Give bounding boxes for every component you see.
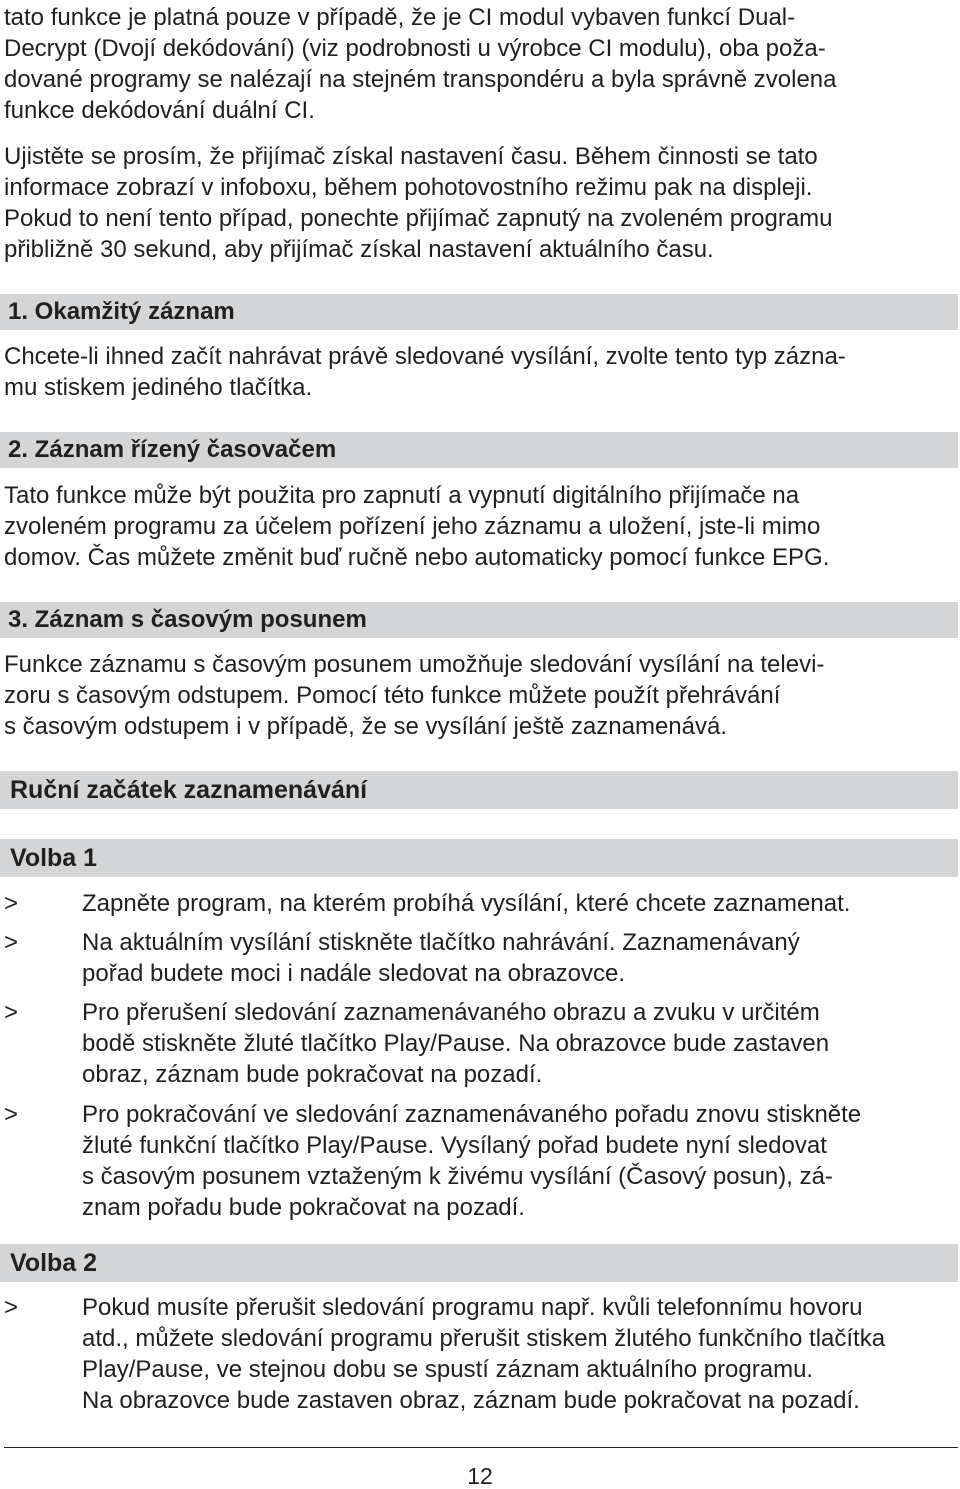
text-line: žluté funkční tlačítko Play/Pause. Vysílaný pořad budete nyní sledovat — [82, 1132, 827, 1159]
section-3-title: 3. Záznam s časovým posunem — [8, 606, 367, 633]
text-line: zoru s časovým odstupem. Pomocí této funkce můžete použít přehrávání — [4, 682, 781, 709]
text-line: Pokud to není tento případ, ponechte přijímač zapnutý na zvoleném programu — [4, 205, 833, 232]
section-1-title: 1. Okamžitý záznam — [8, 298, 235, 325]
text-line: s časovým odstupem i v případě, že se vysílání ještě zaznamenává. — [4, 713, 728, 740]
text-line: Pokud musíte přerušit sledování programu např. kvůli telefonnímu hovoru — [82, 1294, 863, 1321]
text-line: dované programy se nalézají na stejném transpondéru a byla správně zvolena — [4, 66, 837, 93]
text-line: domov. Čas můžete změnit buď ručně nebo automaticky pomocí funkce EPG. — [4, 544, 830, 571]
section-2-title: 2. Záznam řízený časovačem — [8, 436, 337, 463]
bullet-marker: > — [4, 929, 19, 956]
option-2-header — [0, 1244, 958, 1282]
option-1-title: Volba 1 — [10, 844, 98, 872]
bullet-marker: > — [4, 1294, 19, 1321]
option-1-header — [0, 839, 958, 877]
bullet-marker: > — [4, 1101, 19, 1128]
text-line: funkce dekódování duální CI. — [4, 97, 315, 124]
intro-paragraph — [4, 2, 960, 126]
section-3-paragraph — [4, 649, 960, 742]
section-2-header — [0, 432, 958, 468]
text-line: atd., můžete sledování programu přerušit stiskem žlutého funkčního tlačítka — [82, 1325, 886, 1352]
option-2-title: Volba 2 — [10, 1249, 98, 1277]
text-line: informace zobrazí v infoboxu, během pohotovostního režimu pak na displeji. — [4, 174, 813, 201]
text-line: Tato funkce může být použita pro zapnutí a vypnutí digitálního přijímače na — [4, 482, 800, 509]
time-note-paragraph — [4, 141, 960, 265]
bullet-marker: > — [4, 890, 19, 917]
text-line: Na aktuálním vysílání stiskněte tlačítko nahrávání. Zaznamenávaný — [82, 929, 800, 956]
manual-start-header — [0, 771, 958, 809]
text-line: tato funkce je platná pouze v případě, že je CI modul vybaven funkcí Dual- — [4, 4, 796, 31]
text-line: Pro přerušení sledování zaznamenávaného obrazu a zvuku v určitém — [82, 999, 820, 1026]
text-line: mu stiskem jediného tlačítka. — [4, 374, 313, 401]
page-number: 12 — [467, 1463, 493, 1489]
text-line: Zapněte program, na kterém probíhá vysílání, které chcete zaznamenat. — [82, 890, 851, 917]
text-line: přibližně 30 sekund, aby přijímač získal nastavení aktuálního času. — [4, 236, 714, 263]
text-line: obraz, záznam bude pokračovat na pozadí. — [82, 1061, 543, 1088]
section-2-paragraph — [4, 480, 960, 573]
text-line: pořad budete moci i nadále sledovat na obrazovce. — [82, 960, 626, 987]
bullet-marker: > — [4, 999, 19, 1026]
section-1-paragraph — [4, 341, 960, 403]
text-line: Pro pokračování ve sledování zaznamenávaného pořadu znovu stiskněte — [82, 1101, 862, 1128]
text-line: bodě stiskněte žluté tlačítko Play/Pause. Na obrazovce bude zastaven — [82, 1030, 830, 1057]
text-line: Chcete-li ihned začít nahrávat právě sledované vysílání, zvolte tento typ zázna- — [4, 343, 846, 370]
section-3-header — [0, 602, 958, 638]
text-line: Decrypt (Dvojí dekódování) (viz podrobnosti u výrobce CI modulu), oba poža- — [4, 35, 826, 62]
text-line: Na obrazovce bude zastaven obraz, záznam bude pokračovat na pozadí. — [82, 1387, 860, 1414]
footer-rule — [4, 1447, 958, 1448]
section-1-header — [0, 294, 958, 330]
text-line: Funkce záznamu s časovým posunem umožňuje sledování vysílání na televi- — [4, 651, 825, 678]
text-line: s časovým posunem vztaženým k živému vysílání (Časový posun), zá- — [82, 1163, 833, 1190]
text-line: znam pořadu bude pokračovat na pozadí. — [82, 1194, 525, 1221]
text-line: Play/Pause, ve stejnou dobu se spustí záznam aktuálního programu. — [82, 1356, 814, 1383]
text-line: Ujistěte se prosím, že přijímač získal nastavení času. Během činnosti se tato — [4, 143, 818, 170]
text-line: zvoleném programu za účelem pořízení jeho záznamu a uložení, jste-li mimo — [4, 513, 821, 540]
manual-start-title: Ruční začátek zaznamenávání — [10, 776, 368, 804]
